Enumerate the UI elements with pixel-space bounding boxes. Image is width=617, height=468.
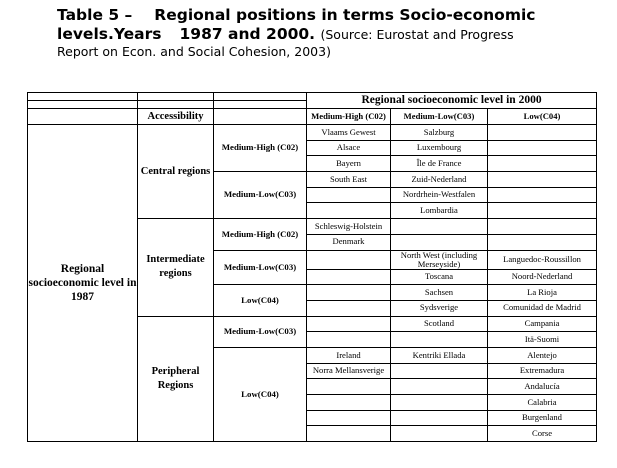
cell: Kentriki Ellada [391,347,488,363]
cell: Comunidad de Madrid [488,300,597,316]
cell [307,269,391,285]
cell: Andalucía [488,379,597,395]
cell: Sydsverige [391,300,488,316]
cell [391,410,488,426]
cell: Vlaams Gewest [307,125,391,141]
col-header-low: Low(C04) [488,109,597,125]
cell [307,332,391,348]
level-intermediate-medium-high: Medium-High (C02) [214,219,307,250]
level-central-medium-low: Medium-Low(C03) [214,172,307,219]
cell [391,219,488,235]
caption-line-2 [57,25,612,44]
col-header-medium-high: Medium-High (C02) [307,109,391,125]
cell: Sachsen [391,285,488,301]
cell [391,426,488,442]
group-peripheral-regions: Peripheral Regions [138,316,214,442]
spacer-cell [214,101,307,109]
header-accessibility: Accessibility [138,109,214,125]
level-intermediate-low: Low(C04) [214,285,307,316]
cell: Norra Mellansverige [307,363,391,379]
cell: Extremadura [488,363,597,379]
cell [391,363,488,379]
cell: Itä-Suomi [488,332,597,348]
caption-source-end: Report on Econ. and Social Cohesion, 2003) [57,44,331,59]
cell [307,379,391,395]
cell: Toscana [391,269,488,285]
cell: Salzburg [391,125,488,141]
corner-cell [28,109,138,125]
cell: Lombardia [391,203,488,219]
cell [307,426,391,442]
cell: Scotland [391,316,488,332]
cell: Bayern [307,156,391,172]
group-central-regions: Central regions [138,125,214,219]
cell [488,234,597,250]
spacer-cell [138,101,214,109]
cell [307,316,391,332]
cell [391,395,488,411]
cell [391,379,488,395]
cell [307,410,391,426]
cell [488,203,597,219]
cell [307,395,391,411]
caption-years-label: levels.Years [57,25,162,43]
spacer-cell [214,109,307,125]
level-central-medium-high: Medium-High (C02) [214,125,307,172]
spacer-cell [28,101,138,109]
cell: Schleswig-Holstein [307,219,391,235]
level-intermediate-medium-low: Medium-Low(C03) [214,250,307,285]
group-intermediate-regions: Intermediate regions [138,219,214,316]
cell: Campania [488,316,597,332]
cell [488,156,597,172]
cell: Ireland [307,347,391,363]
spacer-cell [214,93,307,101]
cell: Burgenland [488,410,597,426]
cell: Noord-Nederland [488,269,597,285]
cell [307,203,391,219]
caption-table-number: Table 5 – [57,6,133,24]
cell: Île de France [391,156,488,172]
cell: Calabria [488,395,597,411]
caption-years: 1987 and 2000. [179,25,316,43]
cell [307,285,391,301]
cell: North West (including Merseyside) [391,250,488,269]
cell: Luxembourg [391,140,488,156]
cell [391,234,488,250]
header-level-2000: Regional socioeconomic level in 2000 [307,93,597,109]
cell [307,187,391,203]
cell [307,250,391,269]
spacer-cell [28,93,138,101]
cell: South East [307,172,391,188]
row-header-level-1987: Regional socioeconomic level in 1987 [28,125,138,442]
spacer-cell [138,93,214,101]
cell [488,219,597,235]
cell [488,125,597,141]
level-peripheral-medium-low: Medium-Low(C03) [214,316,307,347]
cell: Corse [488,426,597,442]
table-caption [57,6,612,60]
cell: Zuid-Nederland [391,172,488,188]
cell: La Rioja [488,285,597,301]
cell [488,140,597,156]
cell [488,187,597,203]
cell: Alsace [307,140,391,156]
caption-title: Regional positions in terms Socio-economic [154,6,536,24]
cell: Languedoc-Roussillon [488,250,597,269]
level-peripheral-low: Low(C04) [214,347,307,441]
cell: Alentejo [488,347,597,363]
col-header-medium-low: Medium-Low(C03) [391,109,488,125]
caption-line-1 [57,6,612,25]
cell: Nordrhein-Westfalen [391,187,488,203]
cell [307,300,391,316]
caption-source-start: (Source: Eurostat and Progress [320,27,514,42]
cell [488,172,597,188]
regional-positions-table [27,92,597,442]
cell: Denmark [307,234,391,250]
cell [391,332,488,348]
